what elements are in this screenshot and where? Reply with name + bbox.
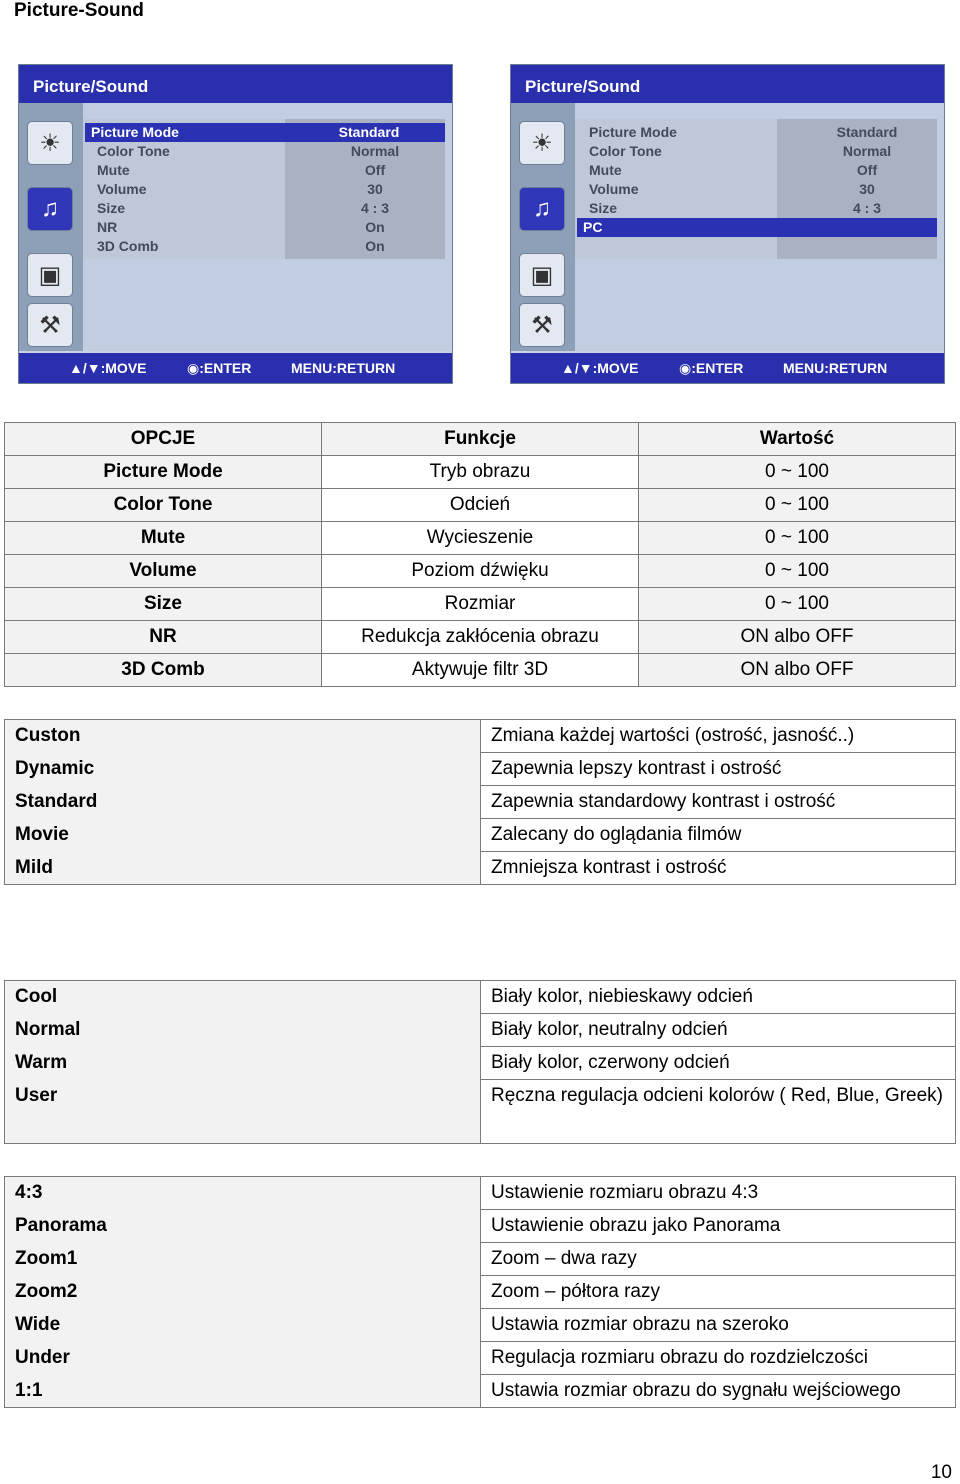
osd-menu-row[interactable] [583,180,937,199]
osd-title: Picture/Sound [525,77,641,96]
option-cell: Color Tone [5,489,322,522]
table-row [5,720,956,753]
mode-name: Dynamic [5,753,481,786]
column-header: OPCJE [5,423,322,456]
osd-menu-row[interactable] [91,180,445,199]
tone-description: Biały kolor, neutralny odcień [481,1014,956,1047]
osd-menu-row[interactable] [85,123,445,142]
mode-description: Zmniejsza kontrast i ostrość [481,852,956,885]
music-note-icon: ♫ [27,187,73,231]
table-row [5,786,956,819]
osd-menu-value: Standard [836,124,898,140]
osd-footer-move: ▲/▼:MOVE [69,360,147,376]
table-row [5,621,956,654]
osd-menu-value: 30 [859,181,875,197]
value-cell: 0 ~ 100 [639,555,956,588]
tone-description: Ręczna regulacja odcieni kolorów ( Red, Blue, Greek) [481,1080,956,1144]
color-tones-table [4,980,956,1144]
tone-description: Biały kolor, czerwony odcień [481,1047,956,1080]
osd-screenshot-left [18,64,453,384]
size-name: Zoom2 [5,1276,481,1309]
function-cell: Redukcja zakłócenia obrazu [322,621,639,654]
size-name: Under [5,1342,481,1375]
osd-title: Picture/Sound [33,77,149,96]
osd-menu-row[interactable] [91,199,445,218]
osd-footer-menu: MENU:RETURN [783,360,888,376]
value-cell: ON albo OFF [639,654,956,687]
function-cell: Rozmiar [322,588,639,621]
osd-menu-label: PC [583,219,603,235]
tone-name: Warm [5,1047,481,1080]
osd-footer-enter: ◉:ENTER [679,360,744,376]
osd-menu-value: On [365,219,385,235]
size-description: Zoom – półtora razy [481,1276,956,1309]
value-cell: 0 ~ 100 [639,489,956,522]
function-cell: Poziom dźwięku [322,555,639,588]
table-row [5,588,956,621]
osd-menu-value: 4 : 3 [852,200,881,216]
table-row [5,1047,956,1080]
osd-menu-value: Standard [338,124,400,140]
options-table [4,422,956,687]
osd-menu-row[interactable] [583,161,937,180]
table-row [5,1080,956,1144]
table-row [5,1375,956,1408]
option-cell: Size [5,588,322,621]
size-name: Panorama [5,1210,481,1243]
table-row [5,1309,956,1342]
table-row [5,555,956,588]
osd-menu-label: Size [589,200,618,216]
osd-menu-value: Off [364,162,386,178]
osd-menu-value: 4 : 3 [360,200,389,216]
table-header-row [5,423,956,456]
option-cell: Volume [5,555,322,588]
option-cell: Mute [5,522,322,555]
size-name: Zoom1 [5,1243,481,1276]
osd-menu-row[interactable] [91,142,445,161]
value-cell: 0 ~ 100 [639,456,956,489]
osd-footer [511,353,944,383]
table-row [5,522,956,555]
osd-menu-label: Volume [589,181,639,197]
osd-header [511,65,944,103]
function-cell: Odcień [322,489,639,522]
osd-menu-row[interactable] [91,218,445,237]
osd-menu-value: Normal [350,143,400,159]
function-cell: Wycieszenie [322,522,639,555]
table-row [5,1177,956,1210]
music-note-icon: ♫ [519,187,565,231]
mode-description: Zmiana każdej wartości (ostrość, jasność..) [481,720,956,753]
osd-menu-label: Picture Mode [91,124,179,140]
column-header: Wartość [639,423,956,456]
osd-screenshot-right [510,64,945,384]
column-header: Funkcje [322,423,639,456]
tone-name: Cool [5,981,481,1014]
sun-icon: ☀ [519,121,565,165]
mode-name: Standard [5,786,481,819]
osd-footer-enter: ◉:ENTER [187,360,252,376]
tone-description: Biały kolor, niebieskawy odcień [481,981,956,1014]
osd-menu-row[interactable] [583,123,937,142]
tone-name: User [5,1080,481,1144]
osd-menu-label: Mute [589,162,622,178]
option-cell: Picture Mode [5,456,322,489]
osd-footer-move: ▲/▼:MOVE [561,360,639,376]
table-row [5,489,956,522]
function-cell: Tryb obrazu [322,456,639,489]
page-number: 10 [930,1462,952,1483]
table-row [5,1014,956,1047]
size-name: Wide [5,1309,481,1342]
osd-menu-label: Size [97,200,126,216]
osd-icon-column [19,103,83,351]
value-cell: 0 ~ 100 [639,588,956,621]
size-description: Ustawienie obrazu jako Panorama [481,1210,956,1243]
picture-modes-table [4,719,956,885]
value-cell: ON albo OFF [639,621,956,654]
option-cell: NR [5,621,322,654]
osd-menu-label: Color Tone [589,143,662,159]
function-cell: Aktywuje filtr 3D [322,654,639,687]
osd-menu-value: On [365,238,385,254]
size-description: Ustawia rozmiar obrazu do sygnału wejściowego [481,1375,956,1408]
osd-menu-label: Mute [97,162,130,178]
table-row [5,819,956,852]
table-row [5,852,956,885]
table-row [5,753,956,786]
table-row [5,1342,956,1375]
size-description: Ustawienie rozmiaru obrazu 4:3 [481,1177,956,1210]
table-row [5,981,956,1014]
table-row [5,1210,956,1243]
mode-name: Custon [5,720,481,753]
monitor-icon: ▣ [519,253,565,297]
table-row [5,1276,956,1309]
monitor-icon: ▣ [27,253,73,297]
osd-menu-row[interactable] [577,218,937,237]
mode-name: Mild [5,852,481,885]
size-description: Regulacja rozmiaru obrazu do rozdzielczości [481,1342,956,1375]
mode-description: Zapewnia standardowy kontrast i ostrość [481,786,956,819]
size-name: 4:3 [5,1177,481,1210]
tools-icon: ⚒ [519,303,565,347]
size-description: Ustawia rozmiar obrazu na szeroko [481,1309,956,1342]
osd-icon-column [511,103,575,351]
osd-menu-label: NR [97,219,118,235]
value-cell: 0 ~ 100 [639,522,956,555]
size-description: Zoom – dwa razy [481,1243,956,1276]
table-row [5,654,956,687]
tools-icon: ⚒ [27,303,73,347]
sizes-table [4,1176,956,1408]
osd-menu-label: Volume [97,181,147,197]
option-cell: 3D Comb [5,654,322,687]
osd-menu-value: Normal [842,143,892,159]
tone-name: Normal [5,1014,481,1047]
osd-footer-menu: MENU:RETURN [291,360,396,376]
table-row [5,456,956,489]
osd-menu-row[interactable] [91,237,445,256]
mode-description: Zalecany do oglądania filmów [481,819,956,852]
osd-menu-label: 3D Comb [97,238,159,254]
osd-menu-row[interactable] [583,199,937,218]
osd-menu-row[interactable] [91,161,445,180]
mode-name: Movie [5,819,481,852]
osd-footer [19,353,452,383]
osd-menu-label: Color Tone [97,143,170,159]
mode-description: Zapewnia lepszy kontrast i ostrość [481,753,956,786]
osd-menu-label: Picture Mode [589,124,677,140]
sun-icon: ☀ [27,121,73,165]
osd-menu-row[interactable] [583,142,937,161]
section-title: Picture-Sound [14,0,144,21]
size-name: 1:1 [5,1375,481,1408]
osd-menu-value: 30 [367,181,383,197]
osd-menu-value: Off [856,162,878,178]
osd-header [19,65,452,103]
table-row [5,1243,956,1276]
